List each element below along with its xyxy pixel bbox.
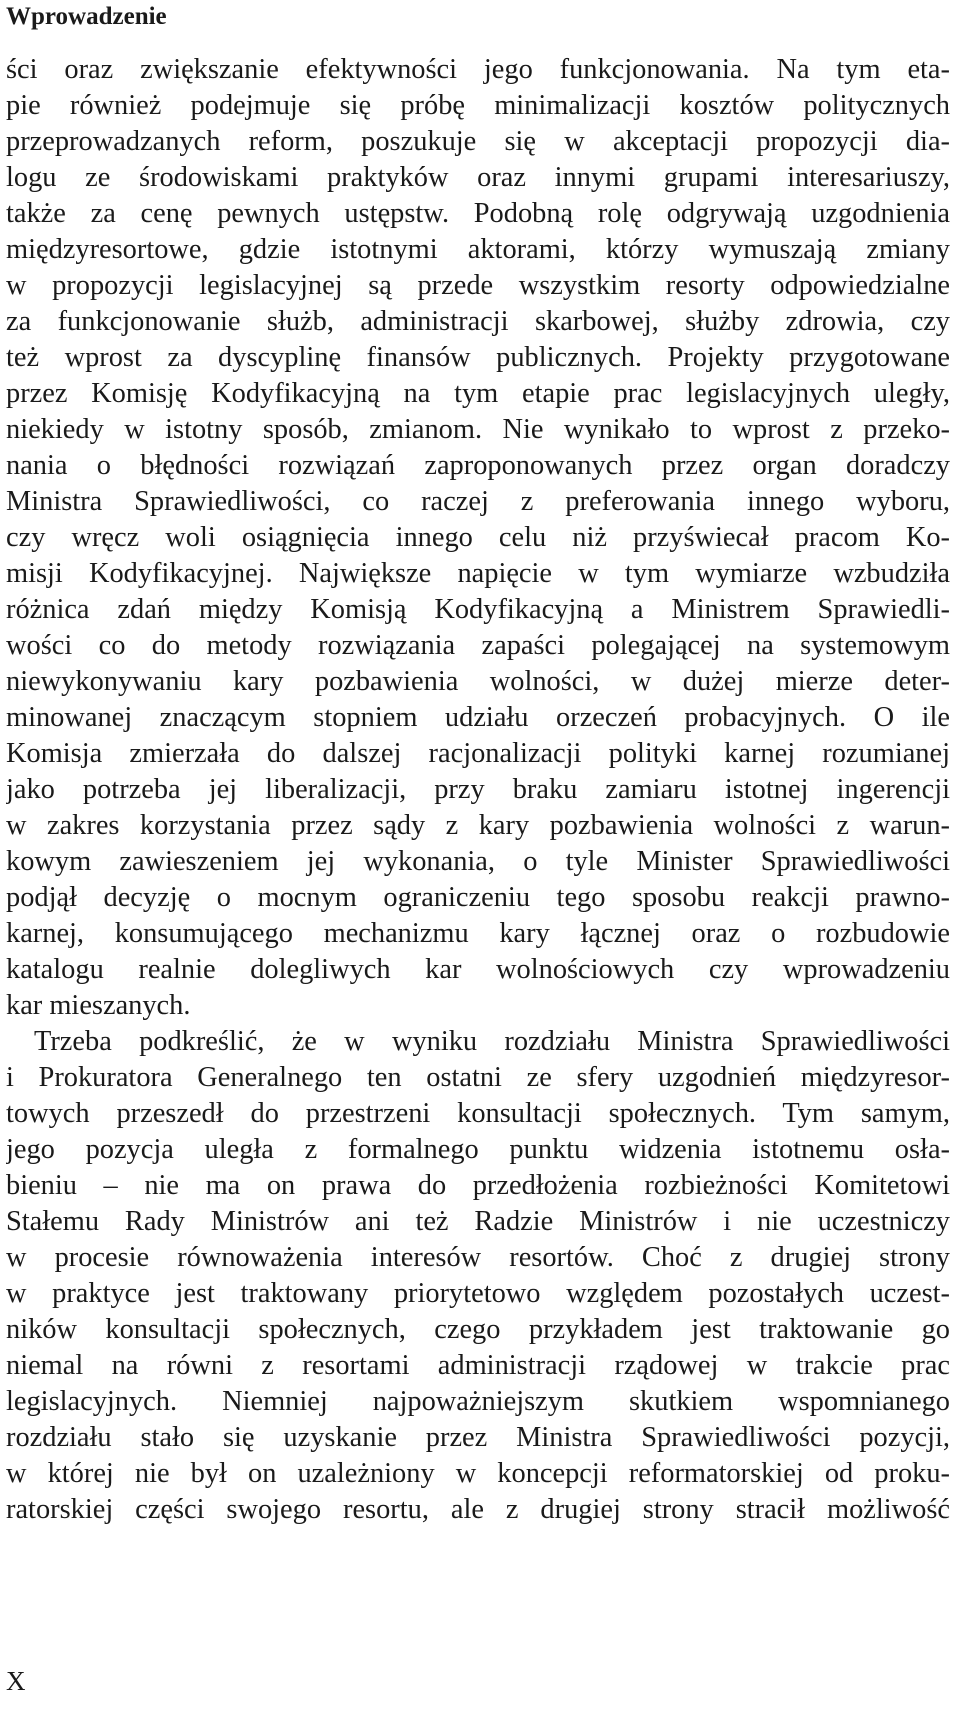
text-line: nania o błędności rozwiązań zaproponowanych przez organ doradczy [6, 450, 950, 481]
text-line: misji Kodyfikacyjnej. Największe napięcie w tym wymiarze wzbudziła [6, 558, 950, 589]
text-line: niemal na równi z resortami administracji rządowej w trakcie prac [6, 1350, 950, 1381]
text-line: pie również podejmuje się próbę minimalizacji kosztów politycznych [6, 90, 950, 121]
text-line: logu ze środowiskami praktyków oraz innymi grupami interesariuszy, [6, 162, 950, 193]
text-line: w której nie był on uzależniony w koncepcji reformatorskiej od proku- [6, 1458, 950, 1489]
text-line: przez Komisję Kodyfikacyjną na tym etapie prac legislacyjnych uległy, [6, 378, 950, 409]
paragraph [6, 52, 950, 1024]
text-line: podjął decyzję o mocnym ograniczeniu tego sposobu reakcji prawno- [6, 882, 950, 913]
text-line: kowym zawieszeniem jej wykonania, o tyle Minister Sprawiedliwości [6, 846, 950, 877]
text-line: Komisja zmierzała do dalszej racjonalizacji polityki karnej rozumianej [6, 738, 950, 769]
body-text [6, 52, 950, 1528]
text-line: jego pozycja uległa z formalnego punktu widzenia istotnemu osła- [6, 1134, 950, 1165]
text-line: karnej, konsumującego mechanizmu kary łącznej oraz o rozbudowie [6, 918, 950, 949]
text-line: różnica zdań między Komisją Kodyfikacyjną a Ministrem Sprawiedli- [6, 594, 950, 625]
text-line: w propozycji legislacyjnej są przede wszystkim resorty odpowiedzialne [6, 270, 950, 301]
text-line: ratorskiej części swojego resortu, ale z drugiej strony stracił możliwość [6, 1494, 950, 1525]
running-head: Wprowadzenie [6, 3, 167, 30]
text-line: Trzeba podkreślić, że w wyniku rozdziału Ministra Sprawiedliwości [34, 1026, 950, 1057]
text-line: w zakres korzystania przez sądy z kary pozbawienia wolności z warun- [6, 810, 950, 841]
text-line: bieniu – nie ma on prawa do przedłożenia rozbieżności Komitetowi [6, 1170, 950, 1201]
text-line: za funkcjonowanie służb, administracji skarbowej, służby zdrowia, czy [6, 306, 950, 337]
text-line: minowanej znaczącym stopniem udziału orzeczeń probacyjnych. O ile [6, 702, 950, 733]
text-line: w praktyce jest traktowany priorytetowo względem pozostałych uczest- [6, 1278, 950, 1309]
text-line: też wprost za dyscyplinę finansów publicznych. Projekty przygotowane [6, 342, 950, 373]
text-line: jako potrzeba jej liberalizacji, przy braku zamiaru istotnej ingerencji [6, 774, 950, 805]
text-line: legislacyjnych. Niemniej najpoważniejszym skutkiem wspomnianego [6, 1386, 950, 1417]
text-line: międzyresortowe, gdzie istotnymi aktorami, którzy wymuszają zmiany [6, 234, 950, 265]
text-line: katalogu realnie dolegliwych kar wolnościowych czy wprowadzeniu [6, 954, 950, 985]
text-line: i Prokuratora Generalnego ten ostatni ze sfery uzgodnień międzyresor- [6, 1062, 950, 1093]
text-line: niewykonywaniu kary pozbawienia wolności, w dużej mierze deter- [6, 666, 950, 697]
text-line: także za cenę pewnych ustępstw. Podobną rolę odgrywają uzgodnienia [6, 198, 950, 229]
text-line: rozdziału stało się uzyskanie przez Ministra Sprawiedliwości pozycji, [6, 1422, 950, 1453]
text-line: Ministra Sprawiedliwości, co raczej z preferowania innego wyboru, [6, 486, 950, 517]
text-line: niekiedy w istotny sposób, zmianom. Nie wynikało to wprost z przeko- [6, 414, 950, 445]
text-line: Stałemu Rady Ministrów ani też Radzie Ministrów i nie uczestniczy [6, 1206, 950, 1237]
text-line: ści oraz zwiększanie efektywności jego funkcjonowania. Na tym eta- [6, 54, 950, 85]
text-line: czy wręcz woli osiągnięcia innego celu niż przyświecał pracom Ko- [6, 522, 950, 553]
text-line: towych przeszedł do przestrzeni konsultacji społecznych. Tym samym, [6, 1098, 950, 1129]
text-line: ników konsultacji społecznych, czego przykładem jest traktowanie go [6, 1314, 950, 1345]
paragraph [6, 1024, 950, 1528]
page-number: X [6, 1666, 26, 1696]
text-line: kar mieszanych. [6, 990, 191, 1021]
text-line: przeprowadzanych reform, poszukuje się w akceptacji propozycji dia- [6, 126, 950, 157]
text-line: w procesie równoważenia interesów resortów. Choć z drugiej strony [6, 1242, 950, 1273]
text-line: wości co do metody rozwiązania zapaści polegającej na systemowym [6, 630, 950, 661]
